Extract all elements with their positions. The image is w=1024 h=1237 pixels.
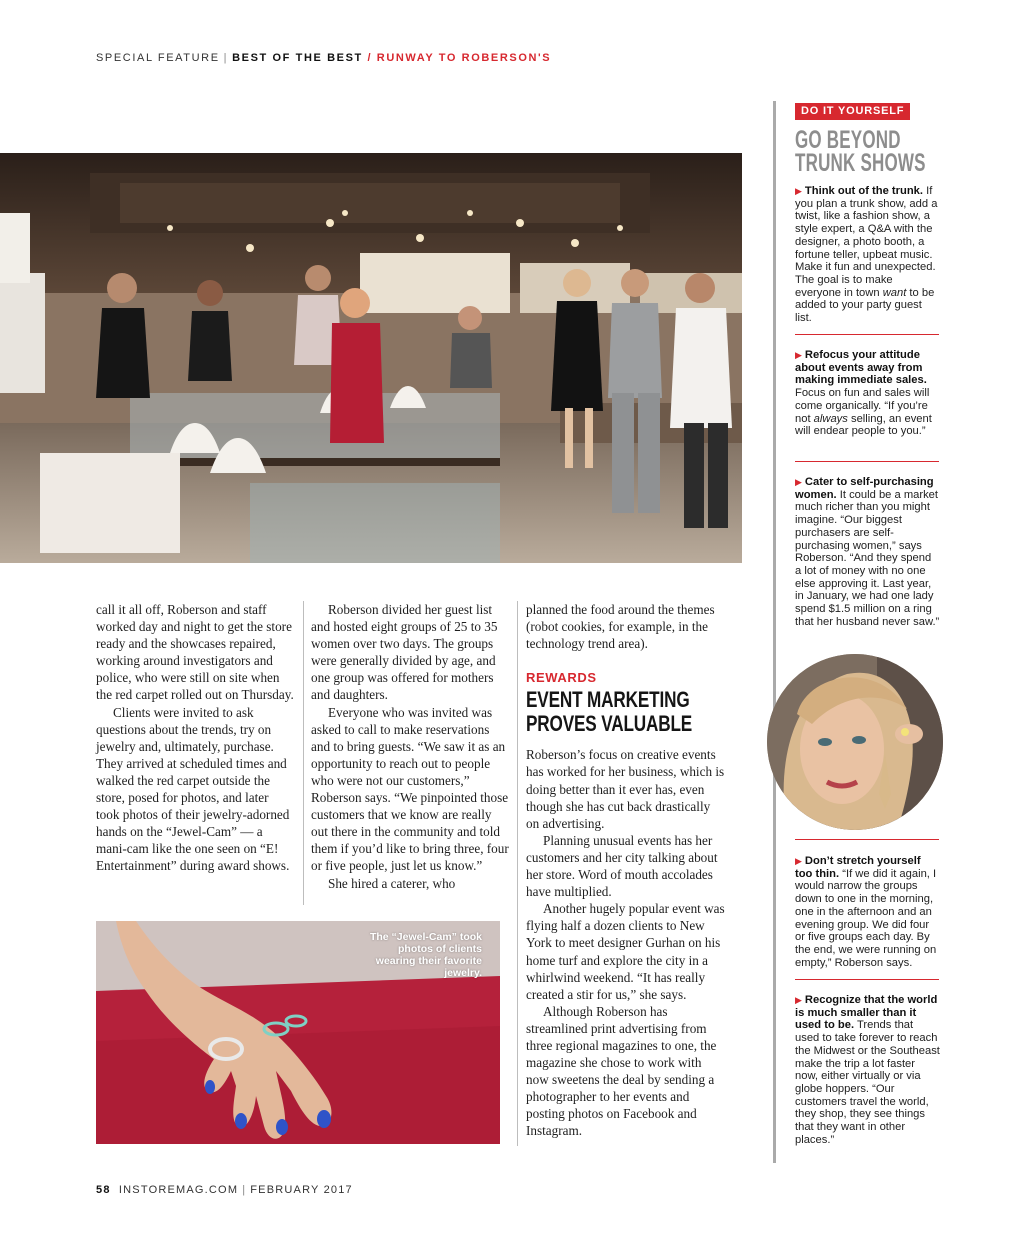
header-story: RUNWAY TO ROBERSON'S [376, 52, 552, 64]
arrow-icon: ▶ [795, 856, 802, 866]
body-paragraph: Another hugely popular event was flying half a dozen clients to New York to meet designer Gurhan on his home turf and explore the city in a whirlwind weekend. “It has really created a stir for us,” she says. [526, 901, 725, 1002]
header-slash: / [367, 52, 373, 64]
sidebar-tip [795, 476, 940, 628]
footer-separator: | [242, 1184, 247, 1196]
tip-text: selling, an event will endear people to you.” [795, 412, 932, 438]
portrait-photo [767, 654, 943, 830]
tip-divider [795, 839, 939, 840]
body-paragraph: planned the food around the themes (robot cookies, for example, in the technology trend area). [526, 602, 715, 652]
tip-lead: Think out of the trunk. [804, 185, 923, 197]
footer-date: FEBRUARY 2017 [250, 1184, 353, 1196]
header-separator: | [223, 52, 229, 64]
column-divider [303, 601, 304, 905]
page-footer [96, 1184, 353, 1196]
rewards-kicker: REWARDS [526, 670, 597, 686]
hero-photo-store-event [0, 153, 742, 563]
header-section: SPECIAL FEATURE [96, 52, 220, 64]
tip-lead: Refocus your attitude about events away from making immediate sales. [795, 349, 927, 387]
body-column-3 [526, 601, 726, 1140]
arrow-icon: ▶ [795, 350, 802, 360]
tip-lead: Don’t stretch yourself too thin. [795, 855, 921, 880]
sidebar-tip [795, 994, 940, 1146]
page-number: 58 [96, 1184, 111, 1196]
tip-divider [795, 979, 939, 980]
body-paragraph: Everyone who was invited was asked to call to make reservations and to bring guests. “We saw it as an opportunity to reach out to people who were not our customers,” Roberson says. “We pinpointed those customers that we know are really out there in the community and told them if you’d like to bring three, four or five people, just let us know.” [311, 704, 509, 874]
rewards-headline: EVENT MARKETING PROVES VALUABLE [526, 687, 693, 737]
body-paragraph: Planning unusual events has her customers and her city talking about her store. Word of mouth accolades have multiplied. [526, 832, 718, 900]
sidebar-tip [795, 185, 940, 325]
sidebar-rule [773, 101, 776, 1163]
tip-emphasis: always [813, 412, 848, 425]
tip-divider [795, 334, 939, 335]
tip-emphasis: want [882, 286, 907, 299]
body-paragraph: She hired a caterer, who [328, 875, 456, 891]
column-divider [517, 601, 518, 1146]
tip-text: Focus on fun and sales will come organically. “If you’re not [795, 387, 930, 425]
body-column-2 [311, 601, 509, 892]
portrait-illustration [767, 654, 943, 830]
tip-text: Trends that used to take forever to reach the Midwest or the Southeast make the trip a lot faster now, either virtually or via globe hoppers. “Our customers travel the world, they shop, they see things that they want in other places.” [795, 1019, 940, 1146]
tip-text: If you plan a trunk show, add a twist, like a fashion show, a style expert, a Q&A with the designer, a photo booth, a fortune teller, upbeat music. Make it fun and unexpected. The goal is to make everyone in town [795, 185, 938, 299]
body-paragraph: call it all off, Roberson and staff worked day and night to get the store ready and the showcases repaired, working around investigators and police, who were still on site when the red carpet rolled out on Thursday. [96, 602, 294, 703]
arrow-icon: ▶ [795, 995, 802, 1005]
tip-text: It could be a market much richer than you might imagine. “Our biggest purchasers are self-purchasing women,” says Roberson. “And they spend a lot of money with no one else approving it. Last year, in January, we had one lady spend $1.5 million on a ring that her husband never saw.” [795, 488, 940, 628]
sidebar-tip [795, 855, 940, 969]
body-column-1 [96, 601, 294, 875]
header-series: BEST OF THE BEST [232, 52, 363, 64]
sidebar-tip [795, 349, 940, 438]
body-paragraph: Roberson divided her guest list and hosted eight groups of 25 to 35 women over two days. The groups were generally divided by age, and one group was offered for mothers and daughters. [311, 602, 498, 703]
body-paragraph: Clients were invited to ask questions about the trends, try on jewelry and, ultimately, purchase. They arrived at scheduled times and walked the red carpet outside the store, posed for photos, and later took photos of their jewelry-adorned hands on the “Jewel-Cam” — a mani-cam like the one seen on “E! Entertainment” during award shows. [96, 704, 290, 874]
body-paragraph: Although Roberson has streamlined print advertising from three regional magazines to one, the magazine she chose to work with now sweetens the deal by sending a photographer to her events and posting photos on Facebook and Instagram. [526, 1003, 717, 1139]
store-event-illustration [0, 153, 742, 563]
body-paragraph: Roberson’s focus on creative events has worked for her business, which is doing better than it ever has, even though she has cut back drastically on advertising. [526, 747, 725, 831]
photo-caption: The “Jewel-Cam” took photos of clients wearing their favorite jewelry. [369, 931, 482, 979]
diy-badge: DO IT YOURSELF [795, 103, 910, 120]
tip-text: “If we did it again, I would narrow the groups down to one in the morning, one in the afternoon and an evening group. We did four or five groups each day. By the end, we were running on empty,” Roberson says. [795, 867, 937, 969]
tip-divider [795, 461, 939, 462]
running-header [96, 52, 551, 64]
footer-site: INSTOREMAG.COM [118, 1184, 239, 1196]
sidebar-title: GO BEYOND TRUNK SHOWS [795, 126, 926, 177]
arrow-icon: ▶ [795, 477, 802, 487]
tip-lead: Recognize that the world is much smaller than it used to be. [795, 994, 938, 1032]
tip-lead: Cater to self-purchasing women. [795, 476, 934, 501]
arrow-icon: ▶ [795, 186, 802, 196]
jewel-cam-photo [96, 921, 500, 1144]
tip-text: to be added to your party guest list. [795, 286, 935, 325]
